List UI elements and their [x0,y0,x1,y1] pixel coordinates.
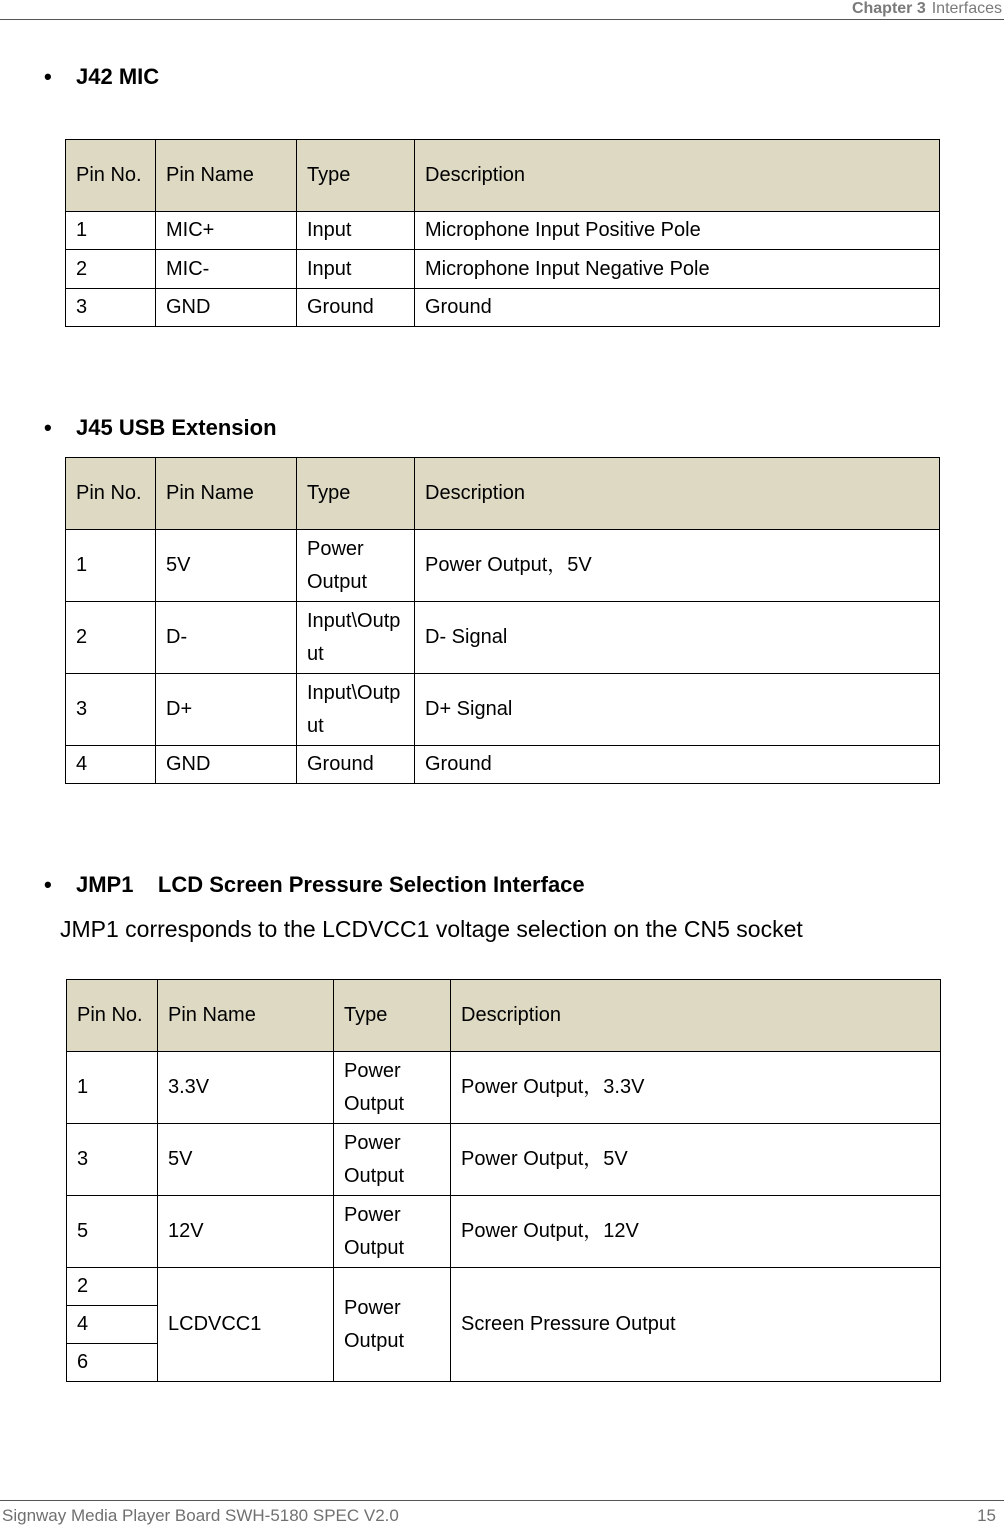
cell-description: Ground [415,289,940,327]
cell-pin-no: 3 [67,1124,158,1196]
cell-type: Power Output [334,1196,451,1268]
cell-pin-name: GND [156,746,297,784]
cell-pin-name: GND [156,289,297,327]
header-pin-name: Pin Name [158,980,334,1052]
section-title: J45 USB Extension [76,415,277,440]
header-description: Description [415,458,940,530]
cell-pin-name: D- [156,602,297,674]
cell-type: Input\Output [297,674,415,746]
cell-type: Power Output [334,1052,451,1124]
jmp1-intro: JMP1 corresponds to the LCDVCC1 voltage selection on the CN5 socket [60,916,803,942]
cell-description: Microphone Input Negative Pole [415,250,940,289]
j42-table [65,139,940,327]
cell-description: Screen Pressure Output [451,1268,941,1382]
section-heading-jmp1 [44,872,585,898]
section-heading-j45 [44,415,277,441]
bullet-icon: • [44,872,52,897]
cell-description: Power Output，3.3V [451,1052,941,1124]
cell-pin-name: 12V [158,1196,334,1268]
table-row [67,1268,941,1306]
cell-type: Ground [297,289,415,327]
section-title: JMP1 LCD Screen Pressure Selection Interface [76,872,585,897]
cell-description: Power Output，12V [451,1196,941,1268]
cell-pin-name: MIC+ [156,212,297,250]
cell-description: Power Output，5V [451,1124,941,1196]
section-heading-j42 [44,64,159,90]
cell-description: D- Signal [415,602,940,674]
cell-pin-no: 1 [66,212,156,250]
jmp1-table [66,979,941,1382]
header-text [852,0,1002,18]
cell-pin-name: 5V [156,530,297,602]
cell-type: Input [297,250,415,289]
cell-pin-no: 4 [67,1306,158,1344]
page-footer [0,1500,1004,1525]
cell-pin-name: LCDVCC1 [158,1268,334,1382]
header-pin-no: Pin No. [66,458,156,530]
table-header-row [66,458,940,530]
page-header [0,0,1004,20]
table-row [67,1052,941,1124]
table-row [66,674,940,746]
cell-pin-no: 5 [67,1196,158,1268]
cell-pin-no: 4 [66,746,156,784]
cell-pin-no: 3 [66,674,156,746]
cell-type: Ground [297,746,415,784]
cell-description: D+ Signal [415,674,940,746]
header-type: Type [297,140,415,212]
cell-pin-name: D+ [156,674,297,746]
cell-pin-name: MIC- [156,250,297,289]
cell-type: Power Output [297,530,415,602]
cell-pin-no: 2 [66,602,156,674]
table-header-row [66,140,940,212]
cell-type: Input [297,212,415,250]
section-title: J42 MIC [76,64,160,89]
header-description: Description [415,140,940,212]
bullet-icon: • [44,64,52,89]
header-pin-no: Pin No. [66,140,156,212]
table-row [67,1124,941,1196]
table-row [66,250,940,289]
table-row [67,1196,941,1268]
cell-pin-name: 5V [158,1124,334,1196]
cell-pin-no: 3 [66,289,156,327]
cell-type: Input\Output [297,602,415,674]
cell-pin-no: 1 [67,1052,158,1124]
cell-description: Power Output，5V [415,530,940,602]
cell-type: Power Output [334,1268,451,1382]
table-header-row [67,980,941,1052]
table-row [66,289,940,327]
table-row [66,746,940,784]
header-description: Description [451,980,941,1052]
cell-type: Power Output [334,1124,451,1196]
header-type: Type [297,458,415,530]
cell-description: Ground [415,746,940,784]
header-pin-name: Pin Name [156,458,297,530]
header-pin-no: Pin No. [67,980,158,1052]
page-number: 15 [977,1506,996,1525]
table-row [66,602,940,674]
header-section: Interfaces [931,0,1002,17]
header-pin-name: Pin Name [156,140,297,212]
cell-pin-no: 2 [67,1268,158,1306]
j45-table [65,457,940,784]
cell-pin-name: 3.3V [158,1052,334,1124]
table-row [66,212,940,250]
cell-description: Microphone Input Positive Pole [415,212,940,250]
header-chapter: Chapter 3 [851,0,926,17]
cell-pin-no: 1 [66,530,156,602]
cell-pin-no: 2 [66,250,156,289]
cell-pin-no: 6 [67,1344,158,1382]
bullet-icon: • [44,415,52,440]
footer-doc-title: Signway Media Player Board SWH-5180 SPEC V2.0 [2,1506,399,1525]
table-row [66,530,940,602]
header-type: Type [334,980,451,1052]
